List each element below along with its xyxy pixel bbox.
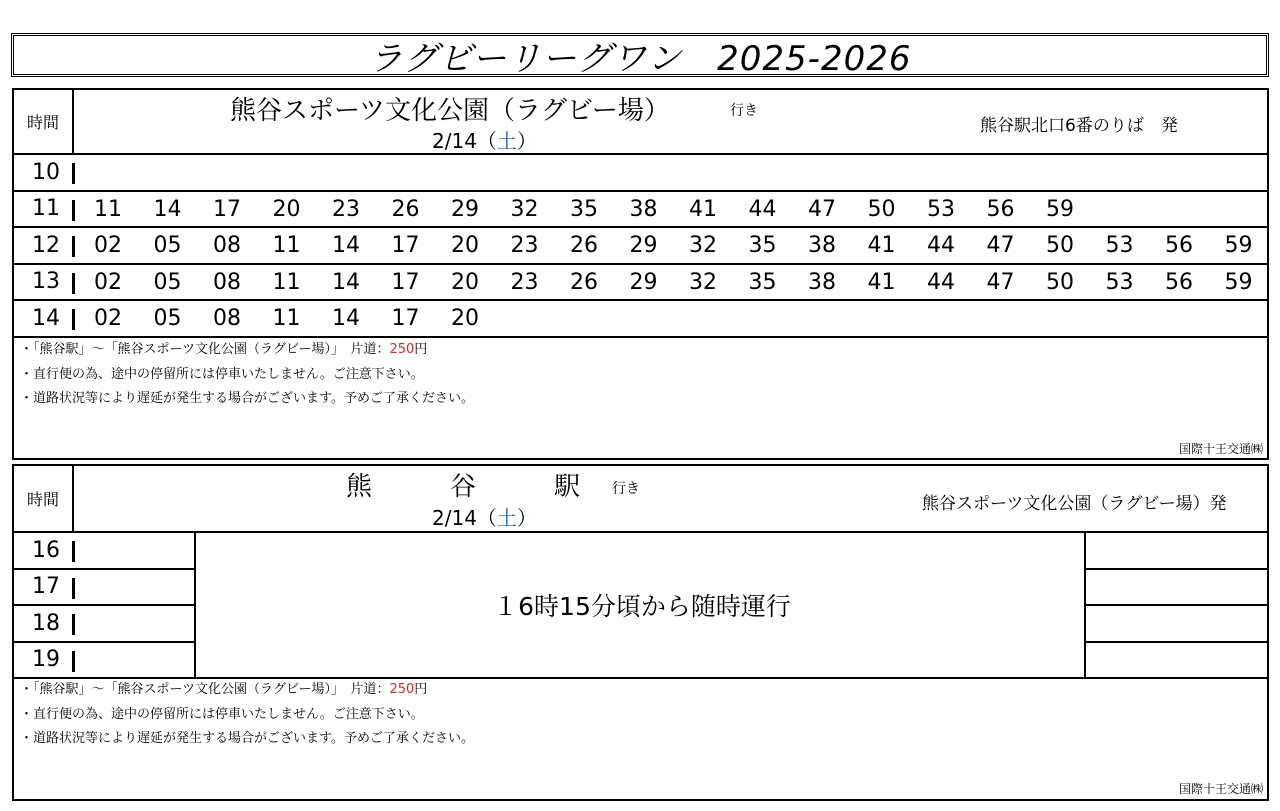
section-to-station <box>12 464 1269 801</box>
section-to-stadium <box>12 88 1269 460</box>
departure-minute: 08 <box>213 269 241 295</box>
departure-minute: 17 <box>213 196 241 222</box>
departure-minute: 20 <box>451 269 479 295</box>
hour-cell: 13 <box>32 269 60 295</box>
departure-minute: 08 <box>213 233 241 258</box>
departure-minute: 56 <box>1165 233 1193 258</box>
departure-minute: 26 <box>570 233 598 258</box>
departure-minute: 59 <box>1224 233 1253 258</box>
departure-minute: 02 <box>94 306 122 331</box>
departure-minute: 17 <box>391 269 420 295</box>
departure-minute: 38 <box>808 233 836 258</box>
departure-minute: 35 <box>570 196 598 222</box>
departure-minute: 14 <box>332 306 360 331</box>
departure-minute: 23 <box>510 269 539 295</box>
destination-title: 熊 谷 駅 <box>346 472 581 502</box>
fare-note: ・「熊谷駅」～「熊谷スポーツ文化公園（ラグビー場）」 片道：250円 <box>20 682 428 697</box>
section-header <box>14 90 1267 155</box>
empty-cell <box>1084 570 1267 607</box>
destination-suffix: 行き <box>730 103 758 119</box>
timetable-row <box>14 155 1267 192</box>
hour-divider <box>72 163 75 184</box>
timetable-title: ラグビーリーグワン 2025-2026 <box>368 38 912 79</box>
empty-cell <box>1084 533 1267 570</box>
departure-minute: 29 <box>451 196 479 222</box>
hour-cell: 19 <box>32 647 60 673</box>
hour-cell: 11 <box>32 196 60 222</box>
hour-cell: 12 <box>32 232 60 258</box>
departure-minute: 05 <box>153 269 182 295</box>
company-name: 国際十王交通㈱ <box>1178 442 1263 456</box>
hour-column-label: 時間 <box>14 90 74 153</box>
departure-minute: 41 <box>689 196 717 222</box>
timetable-row <box>14 301 1267 338</box>
empty-cell <box>1084 643 1267 680</box>
departure-minute: 26 <box>391 196 420 222</box>
hour-cell: 17 <box>32 574 60 600</box>
departure-minute: 47 <box>986 269 1015 295</box>
departure-minute: 29 <box>629 233 658 258</box>
fare-note: ・「熊谷駅」～「熊谷スポーツ文化公園（ラグビー場）」 片道：250円 <box>20 342 428 357</box>
departure-minute: 47 <box>986 233 1015 258</box>
delay-note: ・道路状況等により遅延が発生する場合がございます。予めご了承ください。 <box>20 391 474 406</box>
hour-column-label: 時間 <box>14 466 74 531</box>
departure-stop: 熊谷スポーツ文化公園（ラグビー場）発 <box>922 494 1227 514</box>
departure-minute: 17 <box>391 233 420 258</box>
departure-minute: 53 <box>927 196 955 222</box>
departure-minute: 38 <box>629 196 658 222</box>
departure-minute: 02 <box>94 233 122 258</box>
departure-minute: 35 <box>748 269 777 295</box>
departure-minute: 02 <box>94 269 122 295</box>
departure-minute: 17 <box>391 306 420 331</box>
departure-minute: 53 <box>1105 233 1134 258</box>
hour-divider <box>72 273 75 294</box>
departure-minute: 32 <box>510 196 539 222</box>
hour-divider <box>72 541 75 562</box>
timetable-title-box <box>11 33 1269 77</box>
weekday: 土 <box>496 129 517 153</box>
hour-cell: 16 <box>32 537 60 563</box>
departure-minute: 44 <box>748 196 777 222</box>
express-note: ・直行便の為、途中の停留所には停車いたしません。ご注意下さい。 <box>20 366 424 382</box>
service-date: 2/14（土） <box>432 129 537 153</box>
timetable-row <box>14 265 1267 302</box>
hour-cell: 10 <box>32 159 60 185</box>
notes <box>20 678 474 752</box>
departure-minute: 59 <box>1046 196 1074 222</box>
destination-suffix: 行き <box>612 481 640 497</box>
departure-minute: 50 <box>1046 233 1074 258</box>
timetable-row <box>14 228 1267 265</box>
departure-minute: 11 <box>272 233 301 258</box>
weekday: 土 <box>496 506 517 530</box>
departure-minute: 53 <box>1105 269 1134 295</box>
departure-minute: 20 <box>451 306 479 331</box>
departure-minute: 14 <box>332 233 360 258</box>
timetable-row <box>14 606 196 643</box>
departure-minute: 44 <box>927 233 955 258</box>
timetable-row <box>14 570 196 607</box>
hour-cell: 18 <box>32 610 60 636</box>
express-note: ・直行便の為、途中の停留所には停車いたしません。ご注意下さい。 <box>20 706 424 722</box>
hour-divider <box>72 614 75 635</box>
departure-minute: 32 <box>689 269 717 295</box>
departure-minute: 50 <box>867 196 896 222</box>
departure-minute: 23 <box>510 233 539 258</box>
hour-divider <box>72 236 75 257</box>
hour-divider <box>72 200 75 221</box>
departure-minute: 47 <box>808 196 836 222</box>
timetable-row <box>14 643 196 680</box>
destination-title: 熊谷スポーツ文化公園（ラグビー場） <box>230 96 670 126</box>
departure-minute: 59 <box>1224 269 1253 295</box>
departure-minute: 14 <box>153 196 182 222</box>
departure-minute: 05 <box>153 233 182 258</box>
service-date: 2/14（土） <box>432 506 537 530</box>
departure-minute: 11 <box>272 306 301 331</box>
service-frequency: １6時15分頃から随時運行 <box>196 533 1088 679</box>
departure-minute: 11 <box>94 196 122 222</box>
departure-minute: 08 <box>213 306 241 331</box>
departure-minute: 44 <box>927 269 955 295</box>
departure-minute: 20 <box>272 196 301 222</box>
departure-minute: 41 <box>867 233 896 258</box>
departure-minute: 35 <box>748 233 777 258</box>
hour-cell: 14 <box>32 305 60 331</box>
departure-minute: 11 <box>272 269 301 295</box>
hour-divider <box>72 651 75 672</box>
departure-minute: 56 <box>1165 269 1193 295</box>
hour-divider <box>72 309 75 330</box>
departure-minute: 26 <box>570 269 598 295</box>
departure-minute: 56 <box>986 196 1015 222</box>
departure-stop: 熊谷駅北口6番のりば 発 <box>980 116 1178 136</box>
departure-minute: 29 <box>629 269 658 295</box>
hour-divider <box>72 578 75 599</box>
departure-minute: 20 <box>451 233 479 258</box>
company-name: 国際十王交通㈱ <box>1178 782 1263 796</box>
departure-minute: 14 <box>332 269 360 295</box>
departure-minute: 41 <box>867 269 896 295</box>
timetable-row <box>14 533 196 570</box>
notes <box>20 338 474 412</box>
delay-note: ・道路状況等により遅延が発生する場合がございます。予めご了承ください。 <box>20 731 474 746</box>
departure-minute: 05 <box>153 306 182 331</box>
timetable-row <box>14 192 1267 229</box>
departure-minute: 32 <box>689 233 717 258</box>
departure-minute: 23 <box>332 196 360 222</box>
departure-minute: 38 <box>808 269 836 295</box>
section-header <box>14 466 1267 533</box>
departure-minute: 50 <box>1046 269 1074 295</box>
empty-cell <box>1084 606 1267 643</box>
